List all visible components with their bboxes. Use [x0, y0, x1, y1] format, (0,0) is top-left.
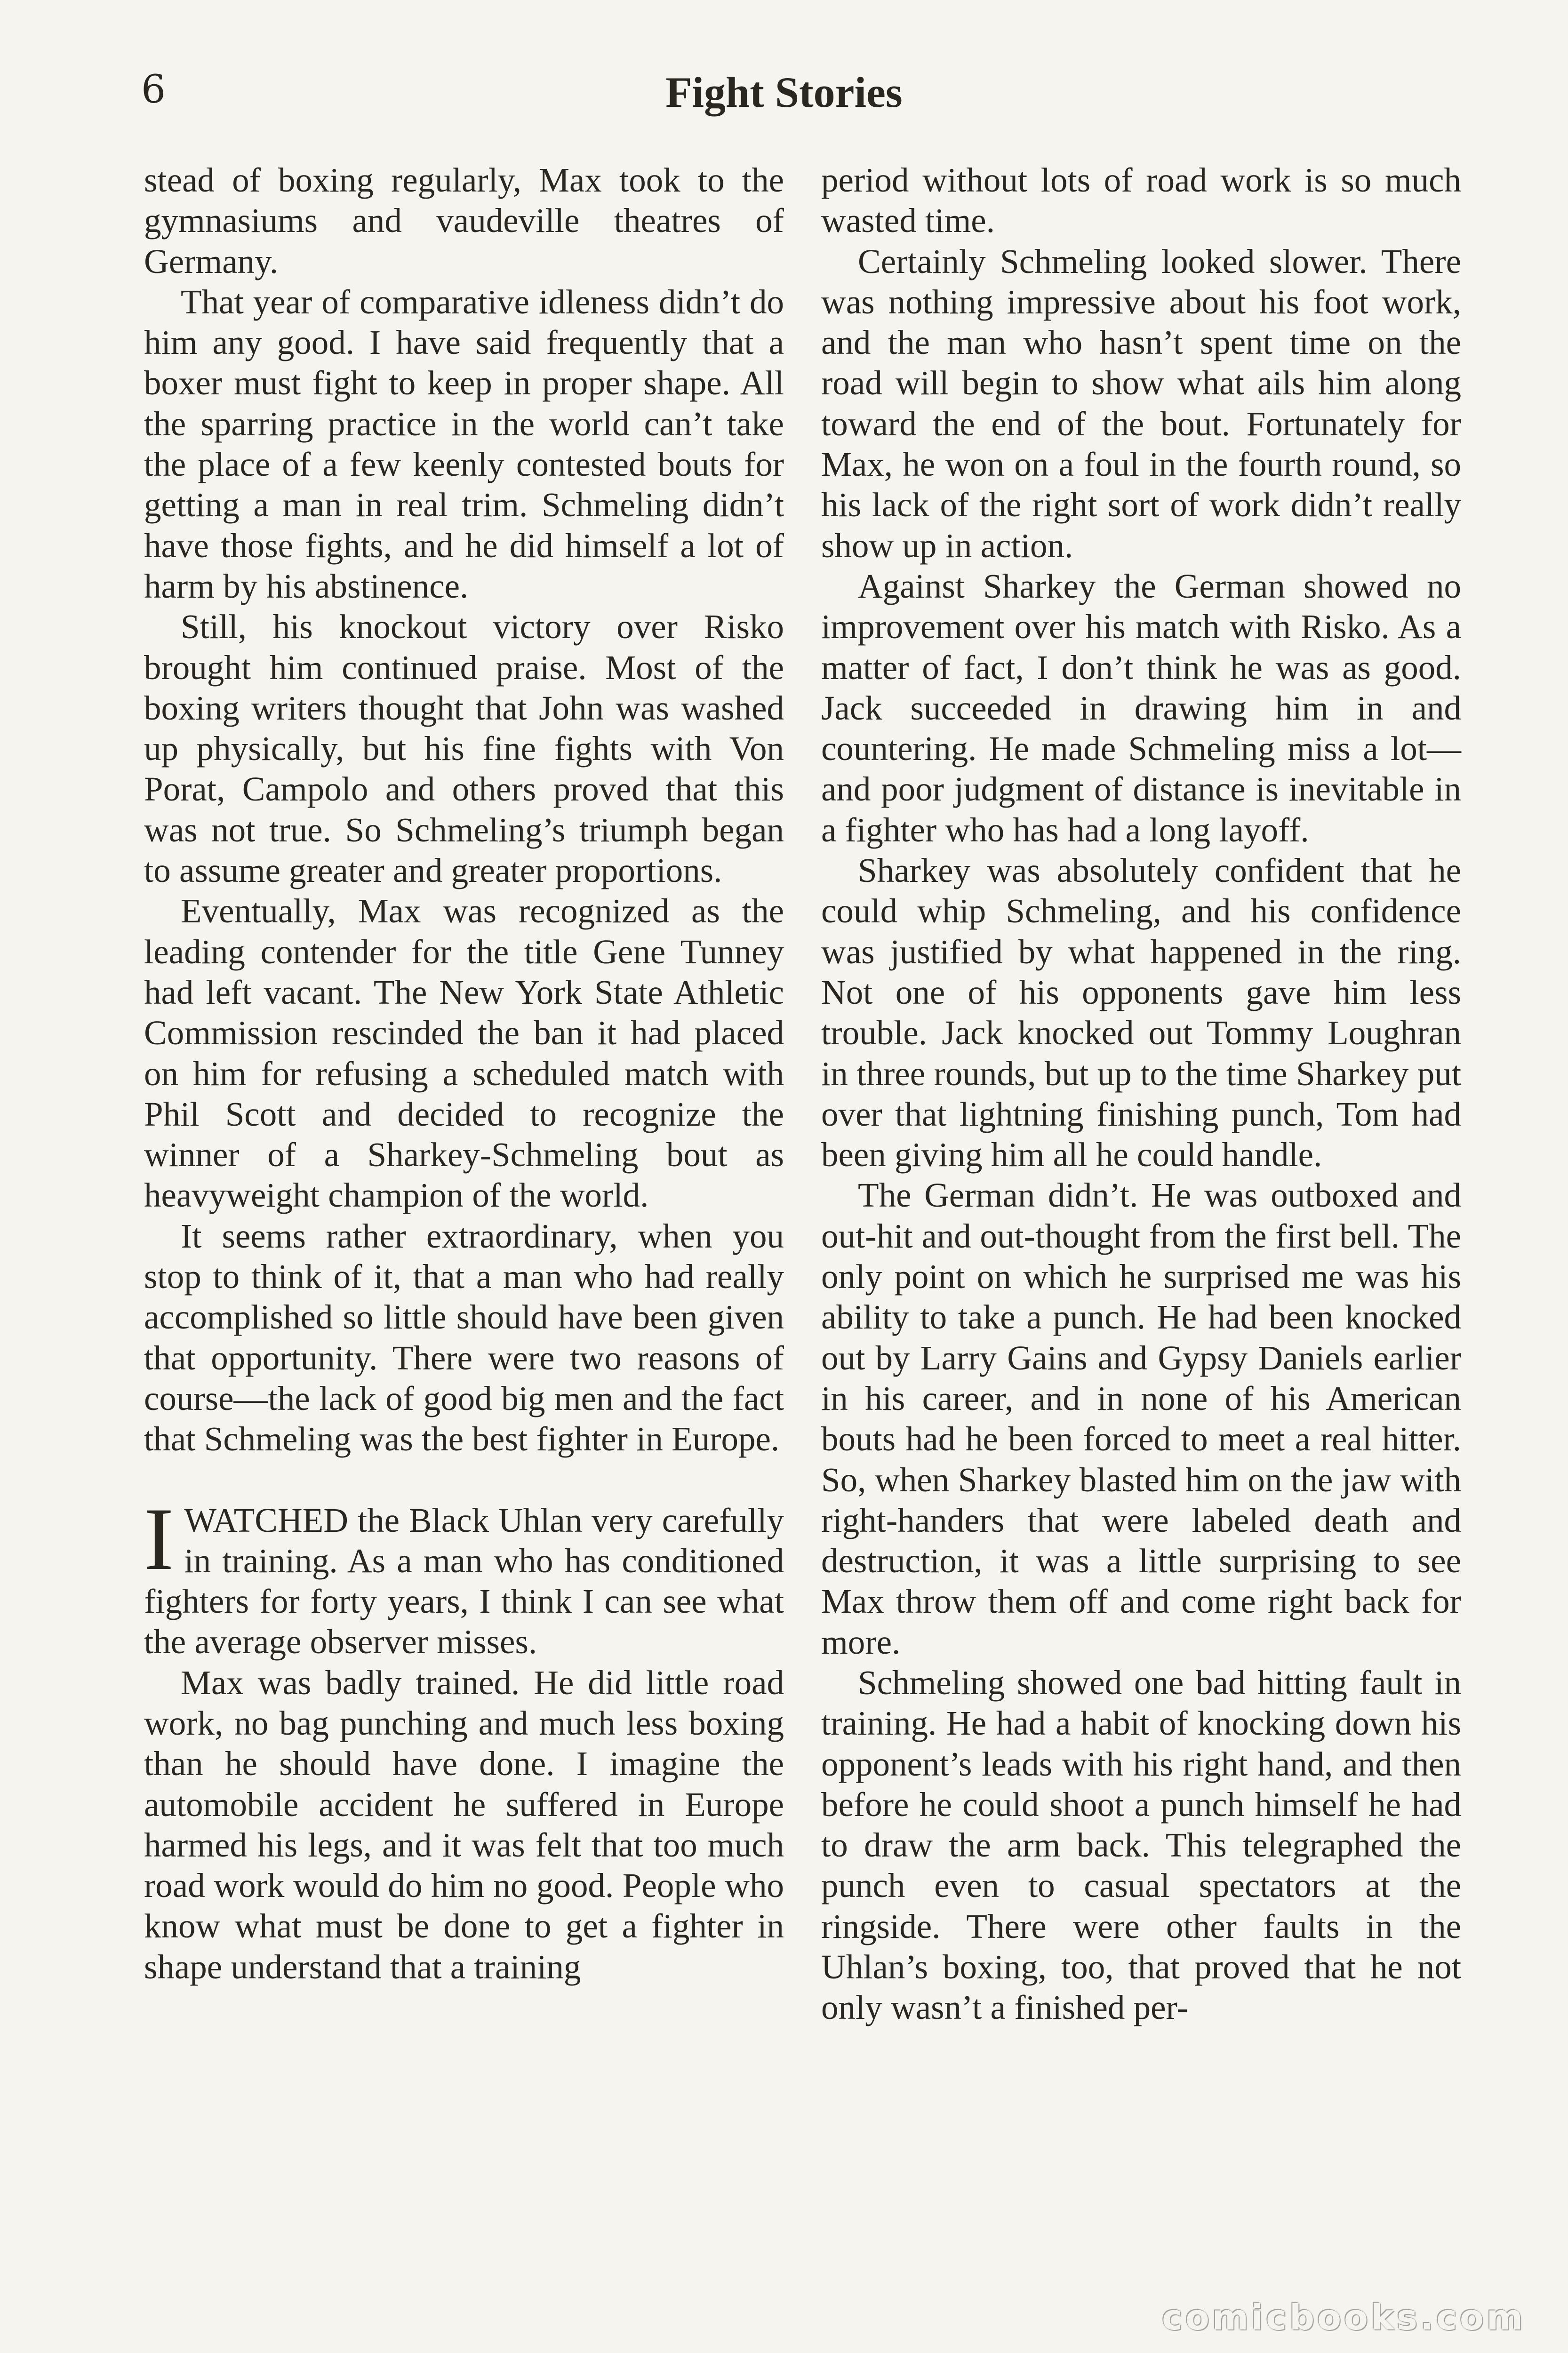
paragraph: Max was badly trained. He did little road work, no bag punching and much less boxing than he should have done. I imagine the automobile accident he suffered in Europe harmed his legs, and it was felt that too much road work would do him no good. People who know what must be done to get a fighter in shape understand that a training [144, 1663, 784, 1986]
site-watermark: comicbooks.com [1162, 2297, 1526, 2338]
paragraph: It seems rather extraordinary, when you stop to think of it, that a man who had really accomplished so little should have been given that opportunity. There were two reasons of course—the lack of good big men and the fact that Schmeling was the best fighter in Europe. [144, 1217, 784, 1458]
running-title: Fight Stories [665, 68, 903, 116]
paragraph: Certainly Schmeling looked slower. There was nothing impressive about his foot work, and the man who hasn’t spent time on the road will begin to show what ails him along toward the end of the bout. Fortunately for Max, he won on a foul in the fourth round, so his lack of the right sort of work didn’t really show up in action. [821, 242, 1461, 565]
paragraph: Still, his knockout victory over Risko brought him continued praise. Most of the boxing writers thought that John was washed up physically, but his fine fights with Von Porat, Campolo and others proved that this was not true. So Schmeling’s triumph began to assume greater and greater proportions. [144, 608, 784, 890]
page-number: 6 [141, 67, 166, 112]
paragraph: stead of boxing regularly, Max took to the gymnasiums and vaudeville theatres of Germany. [144, 161, 784, 280]
section-opening-paragraph [144, 1489, 784, 1663]
paragraph: Against Sharkey the German showed no improvement over his match with Risko. As a matter of fact, I don’t think he was as good. Jack succeeded in drawing him in and countering. He made Schmeling miss a lot—and poor judgment of distance is inevitable in a fighter who has had a long layoff. [821, 567, 1461, 849]
paragraph: Schmeling showed one bad hitting fault in training. He had a habit of knocking down his opponent’s leads with his right hand, and then before he could shoot a punch himself he had to draw the arm back. This telegraphed the punch even to casual spectators at the ringside. There were other faults in the Uhlan’s boxing, too, that proved that he not only wasn’t a finished per- [821, 1663, 1461, 2027]
paragraph-text: WATCHED the Black Uhlan very carefully in training. As a man who has conditioned fighters for forty years, I think I can see what the average observer misses. [144, 1501, 784, 1661]
paragraph: That year of comparative idleness didn’t do him any good. I have said frequently that a boxer must fight to keep in proper shape. All the sparring practice in the world can’t take the place of a few keenly contested bouts for getting a man in real trim. Schmeling didn’t have those fights, and he did himself a lot of harm by his abstinence. [144, 282, 784, 605]
paragraph: period without lots of road work is so much wasted time. [821, 161, 1461, 240]
drop-cap: I [144, 1489, 174, 1589]
right-column [821, 160, 1461, 2028]
paragraph: The German didn’t. He was outboxed and out-hit and out-thought from the first bell. The only point on which he surprised me was his ability to take a punch. He had been knocked out by Larry Gains and Gypsy Daniels earlier in his career, and in none of his American bouts had he been forced to meet a real hitter. So, when Sharkey blasted him on the jaw with right-handers that were labeled death and destruction, it was a little surprising to see Max throw them off and come right back for more. [821, 1176, 1461, 1661]
paragraph: Sharkey was absolutely confident that he could whip Schmeling, and his confidence was justified by what happened in the ring. Not one of his opponents gave him less trouble. Jack knocked out Tommy Loughran in three rounds, but up to the time Sharkey put over that lightning finishing punch, Tom had been giving him all he could handle. [821, 851, 1461, 1174]
left-column [144, 160, 784, 1987]
paragraph: Eventually, Max was recognized as the leading contender for the title Gene Tunney had left vacant. The New York State Athletic Commission rescinded the ban it had placed on him for refusing a scheduled match with Phil Scott and decided to recognize the winner of a Sharkey-Schmeling bout as heavyweight champion of the world. [144, 892, 784, 1215]
